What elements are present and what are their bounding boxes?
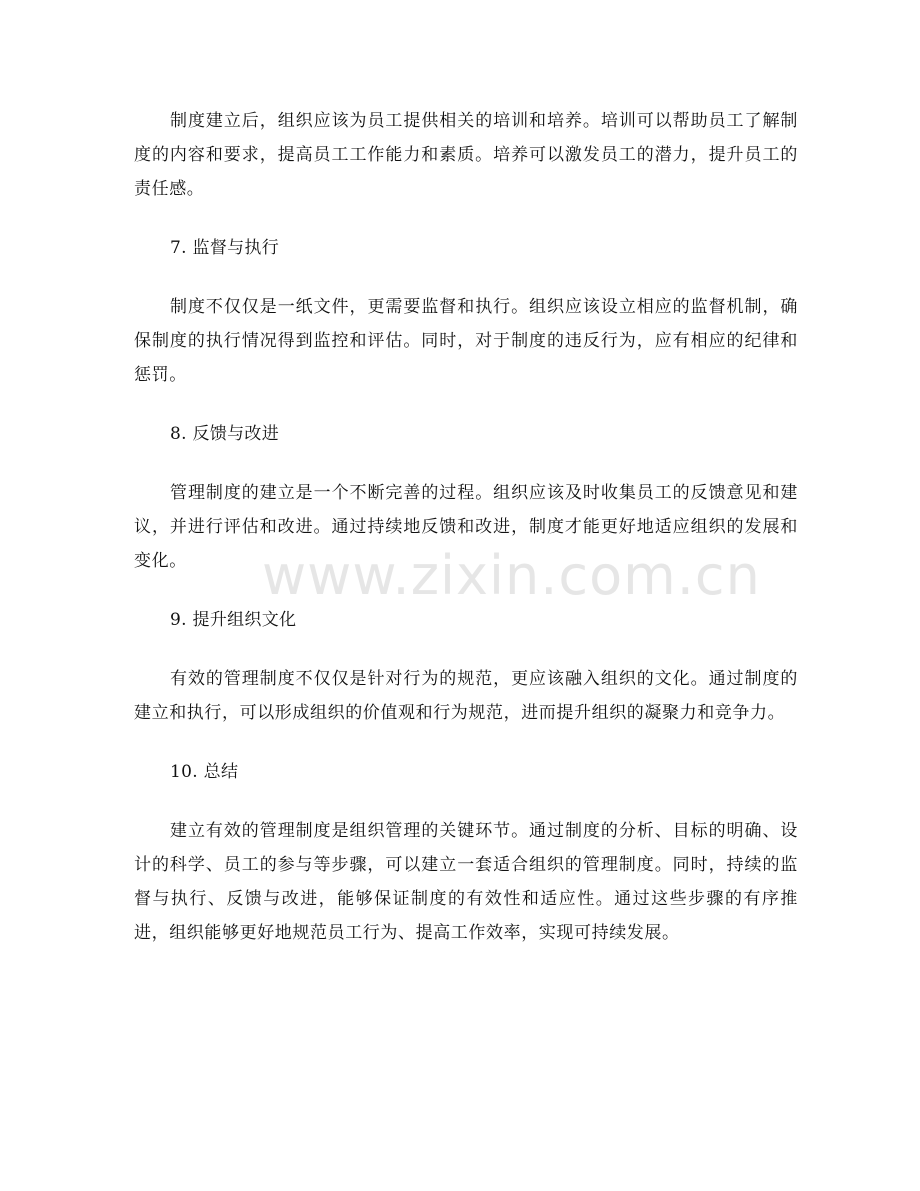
section-heading-9: 9. 提升组织文化	[170, 610, 297, 630]
paragraph-training: 制度建立后，组织应该为员工提供相关的培训和培养。培训可以帮助员工了解制度的内容和要求，提高员工工作能力和素质。培养可以激发员工的潜力，提升员工的责任感。	[134, 111, 798, 199]
paragraph-summary: 建立有效的管理制度是组织管理的关键环节。通过制度的分析、目标的明确、设计的科学、员工的参与等步骤，可以建立一套适合组织的管理制度。同时，持续的监督与执行、反馈与改进，能够保证制度的有效性和适应性。通过这些步骤的有序推进，组织能够更好地规范员工行为、提高工作效率，实现可持续发展。	[134, 821, 798, 943]
paragraph-feedback: 管理制度的建立是一个不断完善的过程。组织应该及时收集员工的反馈意见和建议，并进行评估和改进。通过持续地反馈和改进，制度才能更好地适应组织的发展和变化。	[134, 483, 798, 571]
paragraph-culture: 有效的管理制度不仅仅是针对行为的规范，更应该融入组织的文化。通过制度的建立和执行，可以形成组织的价值观和行为规范，进而提升组织的凝聚力和竞争力。	[134, 669, 798, 723]
document-body	[134, 104, 798, 975]
paragraph-supervision: 制度不仅仅是一纸文件，更需要监督和执行。组织应该设立相应的监督机制，确保制度的执行情况得到监控和评估。同时，对于制度的违反行为，应有相应的纪律和惩罚。	[134, 297, 798, 385]
section-heading-10: 10. 总结	[170, 762, 239, 782]
section-heading-7: 7. 监督与执行	[170, 238, 280, 258]
watermark: www.zixin.com.cn	[262, 544, 761, 607]
section-heading-8: 8. 反馈与改进	[170, 424, 280, 444]
